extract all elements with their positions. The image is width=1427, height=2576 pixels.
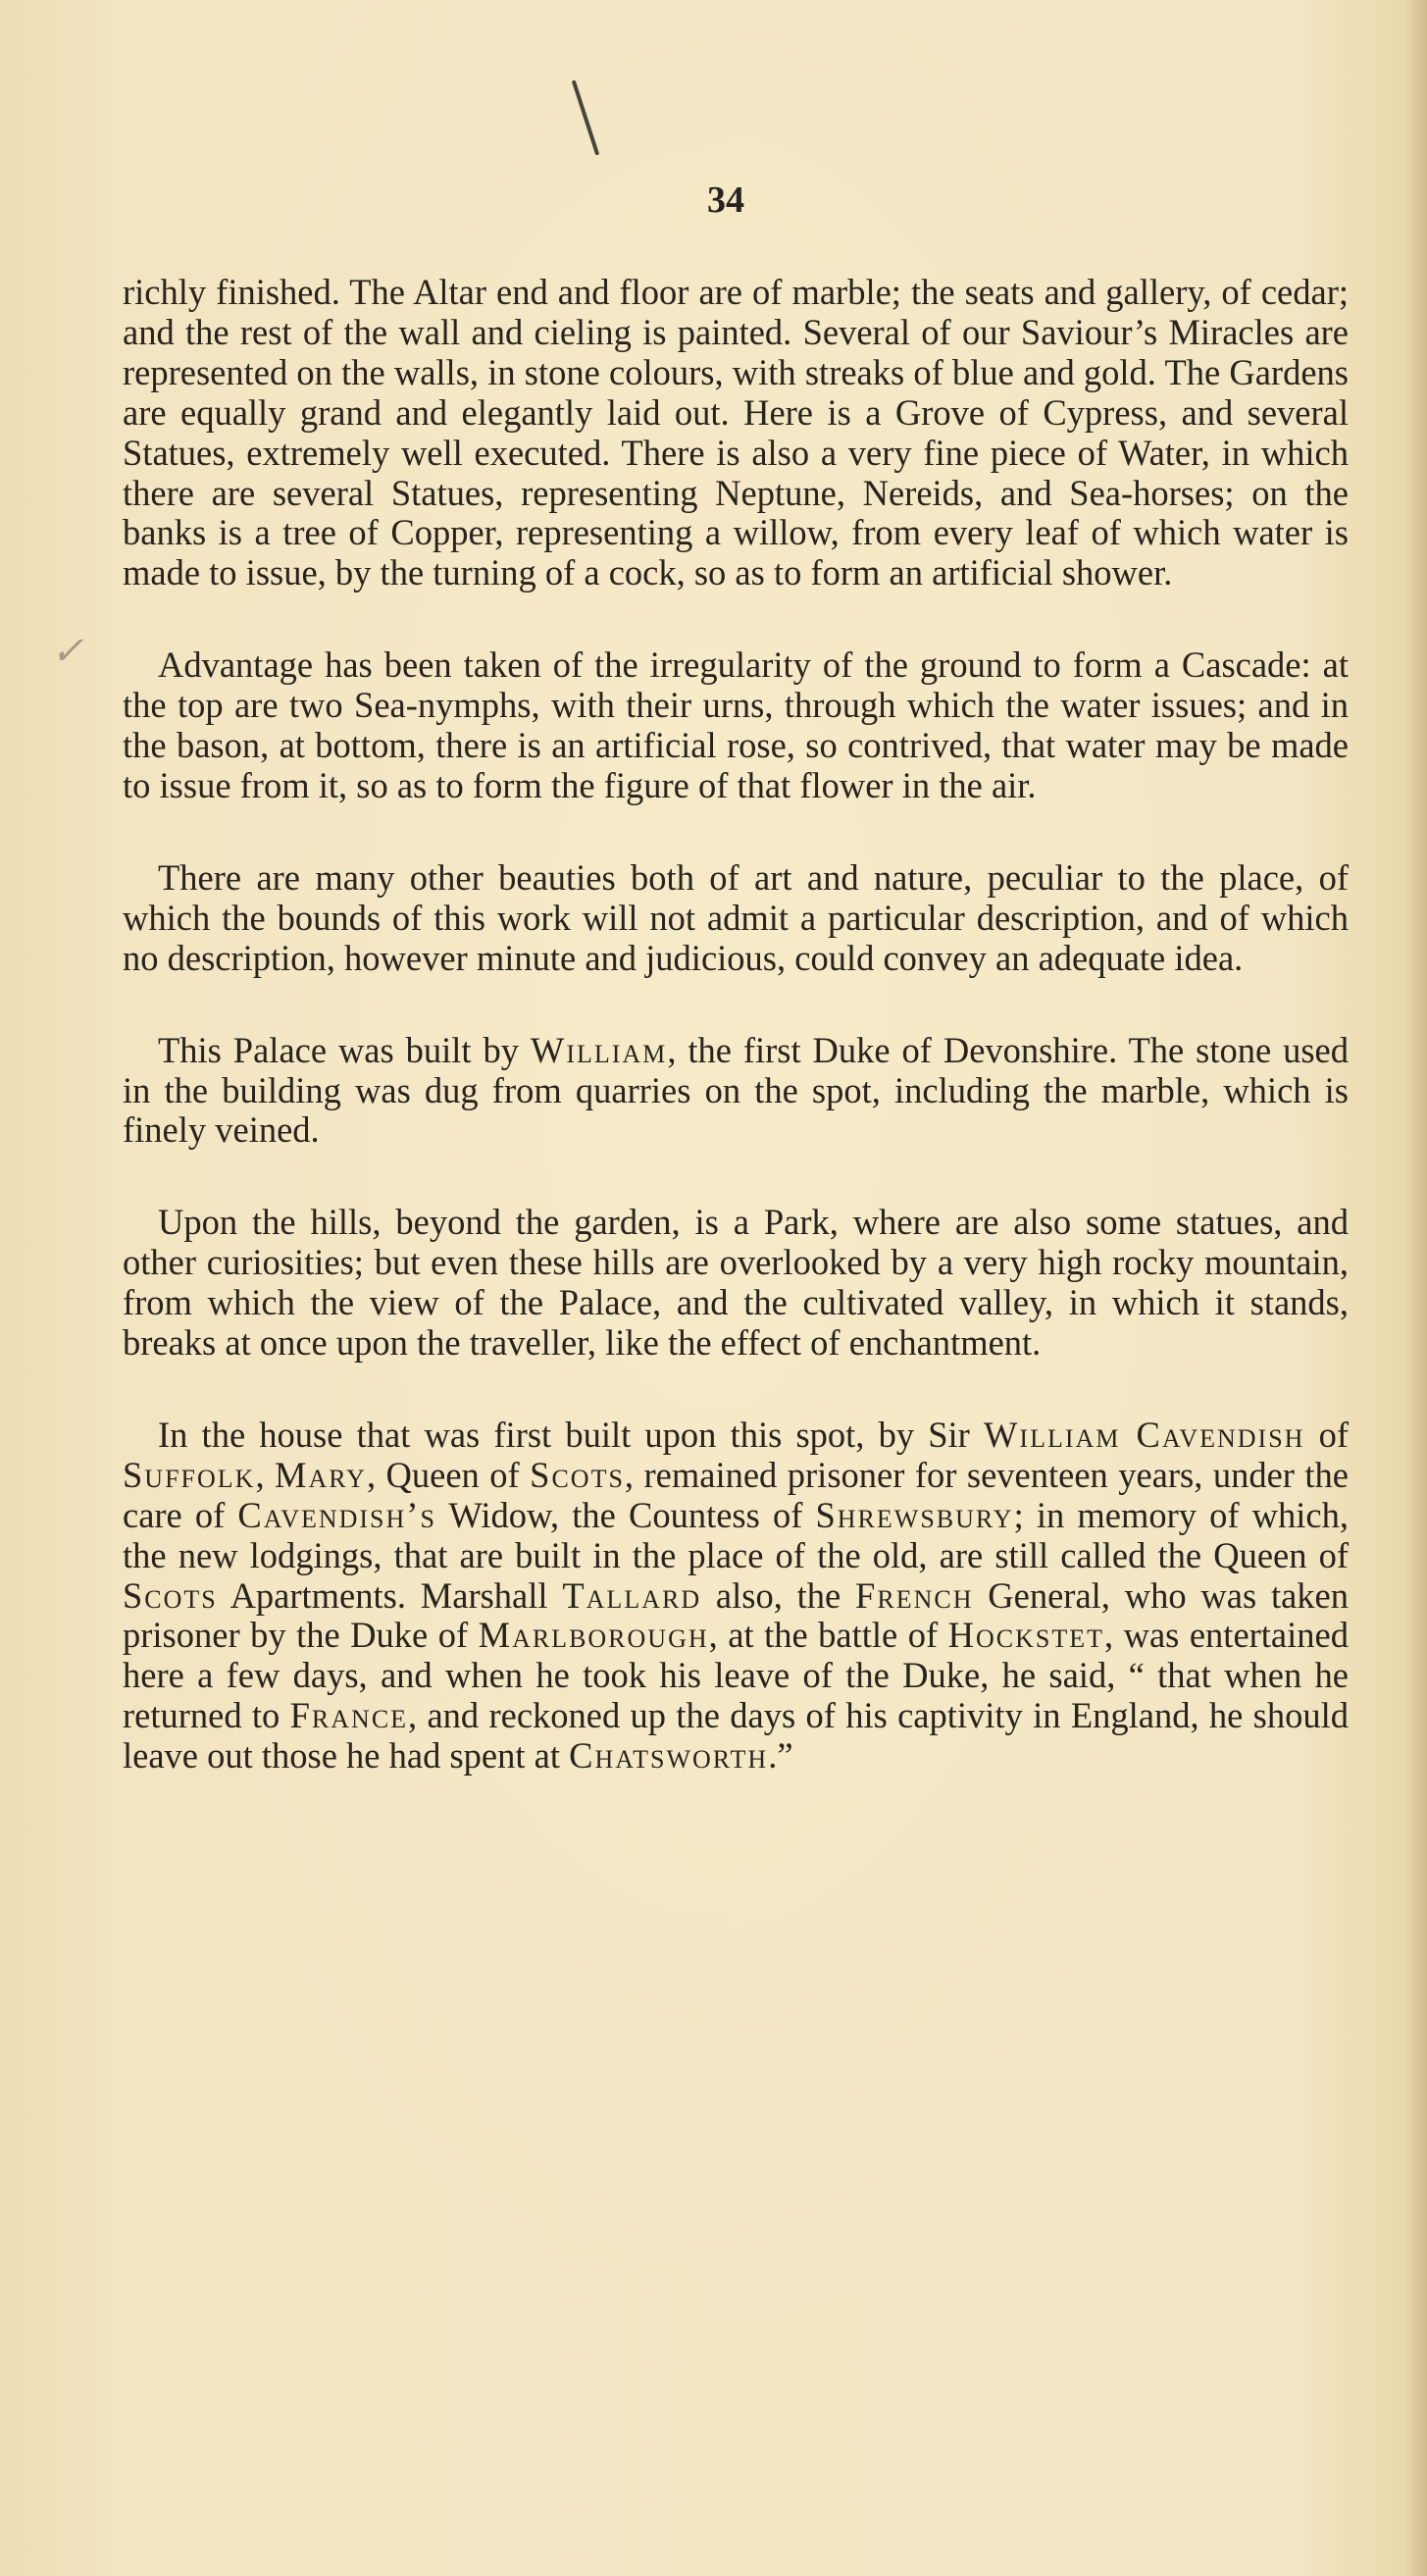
proper-name-smallcaps: Chatsworth xyxy=(569,1735,769,1777)
proper-name-smallcaps: Scots xyxy=(123,1574,218,1616)
text-run: Widow, the Countess of xyxy=(435,1494,816,1535)
text-run: General, who was taken prisoner by the Duke of xyxy=(123,1574,1350,1656)
paragraph-park-hills xyxy=(123,1203,1349,1364)
text-run: also, the xyxy=(701,1574,856,1616)
proper-name-smallcaps: William xyxy=(530,1029,668,1070)
text-run: Advantage has been taken of the irregularity of the ground to form a Cascade: at the top are two Sea-nymphs, with their urns, through which the water issues; and in the bason, at bottom, there is an artificial rose, so contrived, that water may be made to issue from it, so as to form the figure of that flower in the air. xyxy=(123,644,1349,805)
text-run: .” xyxy=(768,1735,793,1777)
paragraph-palace-built xyxy=(123,1031,1349,1152)
proper-name-smallcaps: Tallard xyxy=(562,1574,702,1616)
text-run: of xyxy=(1304,1414,1349,1455)
proper-name-smallcaps: Hockstet xyxy=(947,1615,1104,1656)
body-text xyxy=(123,273,1349,1829)
text-run: In the house that was first built upon this spot, by Sir xyxy=(158,1414,984,1455)
text-run: , xyxy=(255,1454,276,1495)
text-run: Apartments. Marshall xyxy=(217,1574,563,1616)
paragraph-house-history xyxy=(123,1416,1349,1777)
text-run: , at the battle of xyxy=(708,1615,948,1656)
pencil-mark xyxy=(572,79,600,155)
text-run: Upon the hills, beyond the garden, is a Park, where are also some statues, and other curiosities; but even these hills are overlooked by a very high rocky mountain, from which the view of the Palace, and the cultivated valley, in which it stands, breaks at once upon the traveller, like the effect of enchantment. xyxy=(123,1202,1349,1364)
paragraph-beauties xyxy=(123,858,1349,979)
text-run: , was entertained here a few days, and when he took his leave of the Duke, he said, “ that when he returned to xyxy=(123,1615,1349,1736)
page-edge-shadow xyxy=(1405,0,1427,2576)
text-run: , the first Duke of Devonshire. The stone used in the building was dug from quarries on the spot, including the marble, which is finely veined. xyxy=(123,1029,1349,1151)
proper-name-smallcaps: Marlborough xyxy=(478,1615,709,1656)
text-run: This Palace was built by xyxy=(158,1029,531,1070)
proper-name-smallcaps: Shrewsbury xyxy=(815,1494,1014,1535)
paragraph-chapel-gardens xyxy=(123,273,1349,593)
proper-name-smallcaps: Cavendish’s xyxy=(237,1494,436,1535)
text-run: There are many other beauties both of art and nature, peculiar to the place, of which the bounds of this work will not admit a particular description, and of which no description, however minute and judicious, could convey an adequate idea. xyxy=(123,856,1349,978)
text-run: richly finished. The Altar end and floor are of marble; the seats and gallery, of cedar; and the rest of the wall and cieling is painted. Several of our Saviour’s Miracles are represented on the walls, in stone colours, with streaks of blue and gold. The Gardens are equally grand and elegantly laid out. Here is a Grove of Cypress, and several Statues, extremely well executed. There is also a very fine piece of Water, in which there are several Statues, representing Neptune, Nereids, and Sea-horses; on the banks is a tree of Copper, representing a willow, from every leaf of which water is made to issue, by the turning of a cock, so as to form an artificial shower. xyxy=(123,272,1349,593)
text-run: ; in memory of which, the new lodgings, that are built in the place of the old, are still called the Queen of xyxy=(123,1494,1349,1575)
text-run: , and reckoned up the days of his captivity in England, he should leave out those he had spent at xyxy=(123,1695,1349,1777)
proper-name-smallcaps: France xyxy=(289,1695,409,1736)
margin-check-mark: ✓ xyxy=(51,629,84,673)
proper-name-smallcaps: Scots xyxy=(530,1454,625,1495)
text-run: , remained prisoner for seventeen years, under the care of xyxy=(123,1454,1349,1535)
proper-name-smallcaps: Mary xyxy=(275,1454,367,1495)
paragraph-cascade xyxy=(123,645,1349,806)
proper-name-smallcaps: French xyxy=(855,1574,974,1616)
page-number: 34 xyxy=(707,180,744,221)
proper-name-smallcaps: Suffolk xyxy=(123,1454,256,1495)
proper-name-smallcaps: William Cavendish xyxy=(983,1414,1305,1455)
text-run: , Queen of xyxy=(366,1454,531,1495)
